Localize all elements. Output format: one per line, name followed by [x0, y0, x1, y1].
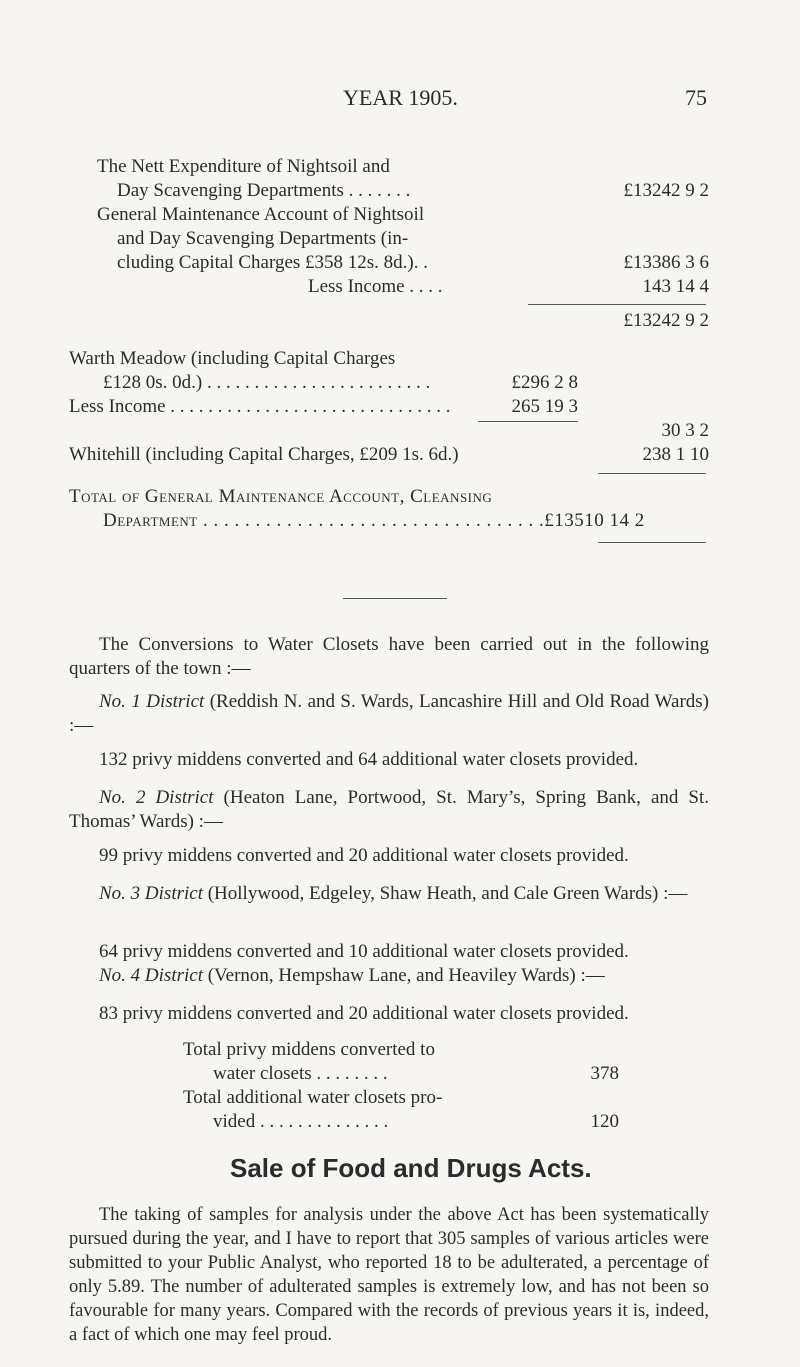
- section-paragraph: The taking of samples for analysis under the above Act has been systematically pursued during the year, and I have to report that 305 samples of various articles were submitted to your Public Analyst, who reported 18 to be adulterated, a percentage of only 5.89. The number of adulterated samples is extremely low, and has not been so favourable for many years. Compared with the records of previous years it is, indeed, a fact of which one may feel proud.: [69, 1205, 709, 1345]
- district-1-wards: (Reddish N. and S. Wards, Lancashire Hill and Old Road Wards) :—: [69, 691, 709, 736]
- warth-line-2: £128 0s. 0d.) . . . . . . . . . . . . . . . . . . . . . . . .: [103, 372, 431, 393]
- total-line-1: Total of General Maintenance Account, Cleansing: [69, 486, 493, 507]
- divider: [478, 421, 578, 422]
- whitehill-line: Whitehill (including Capital Charges, £209 1s. 6d.): [69, 444, 459, 465]
- district-3-wards: (Hollywood, Edgeley, Shaw Heath, and Cale Green Wards) :—: [202, 883, 688, 904]
- page-header-title: YEAR 1905.: [343, 85, 458, 110]
- conversions-intro: The Conversions to Water Closets have been carried out in the following quarters of the town :—: [69, 634, 709, 679]
- warth-amount-2: 265 19 3: [511, 396, 578, 417]
- total-additional-label-2: vided . . . . . . . . . . . . . .: [213, 1111, 389, 1132]
- section-heading: Sale of Food and Drugs Acts.: [230, 1153, 592, 1183]
- nightsoil-amount-3: 143 14 4: [642, 276, 709, 297]
- nightsoil-amount-1: £13242 9 2: [623, 180, 709, 201]
- nightsoil-line-2: Day Scavenging Departments . . . . . . .: [117, 180, 411, 201]
- page-number: 75: [685, 85, 707, 110]
- district-1: [69, 690, 709, 738]
- nightsoil-line-1: The Nett Expenditure of Nightsoil and: [97, 156, 390, 177]
- divider: [528, 304, 706, 305]
- nightsoil-line-3: General Maintenance Account of Nightsoil: [97, 204, 425, 225]
- district-3-detail: 64 privy middens converted and 10 additional water closets provided.: [99, 941, 629, 962]
- district-3: [69, 882, 709, 906]
- district-3-label: No. 3 District: [99, 883, 203, 904]
- total-additional-label-1: Total additional water closets pro-: [183, 1087, 443, 1108]
- district-1-detail: 132 privy middens converted and 64 additional water closets provided.: [99, 749, 639, 770]
- nightsoil-line-5: cluding Capital Charges £358 12s. 8d.). .: [117, 252, 429, 273]
- total-converted-value: 378: [590, 1063, 619, 1084]
- total-converted-label-2: water closets . . . . . . . .: [213, 1063, 388, 1084]
- district-2-label: No. 2 District: [99, 787, 214, 808]
- total-converted-label-1: Total privy middens converted to: [183, 1039, 435, 1060]
- divider: [598, 542, 706, 543]
- district-4: [69, 964, 709, 988]
- warth-amount-1: £296 2 8: [511, 372, 578, 393]
- district-2-wards: (Heaton Lane, Portwood, St. Mary’s, Spring Bank, and St. Thomas’ Wards) :—: [69, 787, 710, 832]
- district-4-detail: 83 privy middens converted and 20 additional water closets provided.: [99, 1003, 629, 1024]
- nightsoil-amount-2: £13386 3 6: [623, 252, 709, 273]
- warth-line-3: Less Income . . . . . . . . . . . . . . . . . . . . . . . . . . . . . .: [69, 396, 451, 417]
- whitehill-amount: 238 1 10: [642, 444, 709, 465]
- total-line-2: Department . . . . . . . . . . . . . . . . . . . . . . . . . . . . . . . . .£13510 14 2: [103, 510, 645, 531]
- warth-line-1: Warth Meadow (including Capital Charges: [69, 348, 396, 369]
- divider: [598, 473, 706, 474]
- total-additional-value: 120: [590, 1111, 619, 1132]
- district-2: [69, 786, 709, 834]
- district-1-label: No. 1 District: [99, 691, 205, 712]
- section-divider: [343, 598, 447, 599]
- nightsoil-amount-4: £13242 9 2: [623, 310, 709, 331]
- nightsoil-line-6: Less Income . . . .: [308, 276, 443, 297]
- nightsoil-line-4: and Day Scavenging Departments (in-: [117, 228, 409, 249]
- district-4-wards: (Vernon, Hempshaw Lane, and Heaviley Wards) :—: [202, 965, 605, 986]
- district-4-label: No. 4 District: [99, 965, 203, 986]
- district-2-detail: 99 privy middens converted and 20 additional water closets provided.: [99, 845, 629, 866]
- warth-net-amount: 30 3 2: [661, 420, 709, 441]
